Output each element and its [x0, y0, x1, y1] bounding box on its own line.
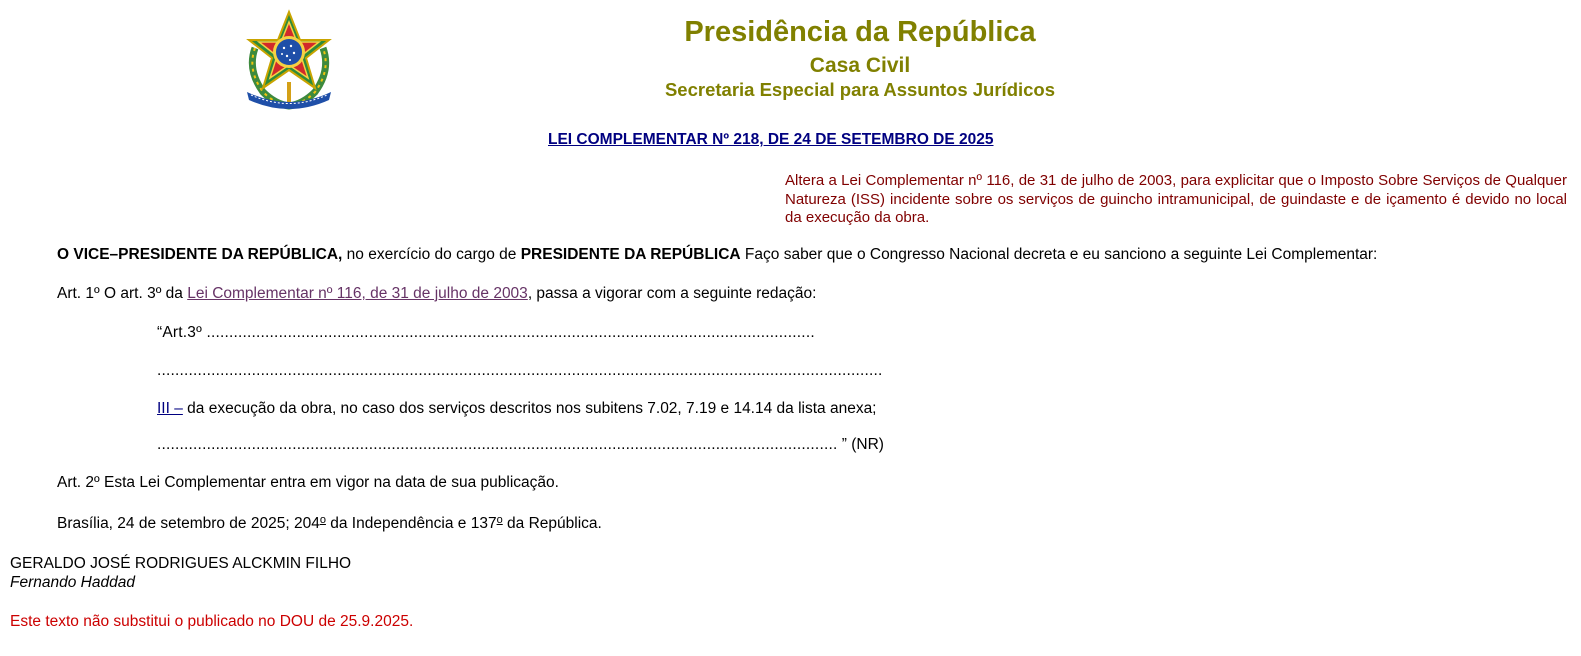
closing-part-1: Brasília, 24 de setembro de 2025; 204 [57, 515, 320, 532]
ementa-summary: Altera a Lei Complementar nº 116, de 31 de julho de 2003, para explicitar que o Imposto Sobre Serviços de Qualquer Natureza (ISS) incidente sobre os serviços de guincho intramunicipal, de guindaste e de içamento é devido no local da execução da obra. [785, 172, 1567, 226]
item-iii-link[interactable]: III – [157, 400, 183, 417]
preamble-president: PRESIDENTE DA REPÚBLICA [520, 246, 741, 263]
preamble-paragraph [57, 246, 1377, 264]
closing-date-line [57, 514, 602, 533]
closing-part-3: da República. [502, 515, 602, 532]
minister-name: Fernando Haddad [10, 574, 135, 591]
preamble-text-2: Faço saber que o Congresso Nacional decreta e eu sanciono a seguinte Lei Complementar: [740, 246, 1378, 263]
quote-art3-line: “Art.3º ....................................................................................................................................... [157, 324, 815, 341]
closing-ordinal-1: o [319, 514, 326, 526]
dou-disclaimer: Este texto não substitui o publicado no DOU de 25.9.2025. [10, 613, 414, 630]
item-iii-text: da execução da obra, no caso dos serviços descritos nos subitens 7.02, 7.19 e 14.14 da lista anexa; [182, 400, 877, 417]
header-casa-civil: Casa Civil [809, 54, 911, 77]
article-1-suffix: , passa a vigorar com a seguinte redação: [527, 285, 817, 302]
quote-closing-dots: ....................................................................................................................................................... [157, 436, 838, 453]
quote-ellipsis-line: ................................................................................................................................................................. [157, 362, 883, 379]
article-2: Art. 2º Esta Lei Complementar entra em vigor na data de sua publicação. [57, 474, 559, 491]
header-secretariat: Secretaria Especial para Assuntos Jurídicos [664, 79, 1056, 100]
preamble-vice-president: O VICE–PRESIDENTE DA REPÚBLICA, [57, 246, 343, 263]
header-presidency: Presidência da República [684, 16, 1036, 48]
article-1-prefix: Art. 1º O art. 3º da [57, 285, 188, 302]
signer-name: GERALDO JOSÉ RODRIGUES ALCKMIN FILHO [10, 555, 352, 572]
quote-closing-line [157, 436, 884, 454]
law-title[interactable]: LEI COMPLEMENTAR Nº 218, DE 24 DE SETEMBRO DE 2025 [548, 131, 994, 148]
preamble-text-1: no exercício do cargo de [342, 246, 521, 263]
article-1 [57, 285, 816, 303]
quote-item-iii [157, 400, 877, 418]
lc116-link[interactable]: Lei Complementar nº 116, de 31 de julho de 2003 [187, 285, 528, 302]
closing-ordinal-2: o [496, 514, 503, 526]
quote-nr-mark: ” (NR) [837, 436, 884, 453]
closing-part-2: da Independência e 137 [325, 515, 497, 532]
